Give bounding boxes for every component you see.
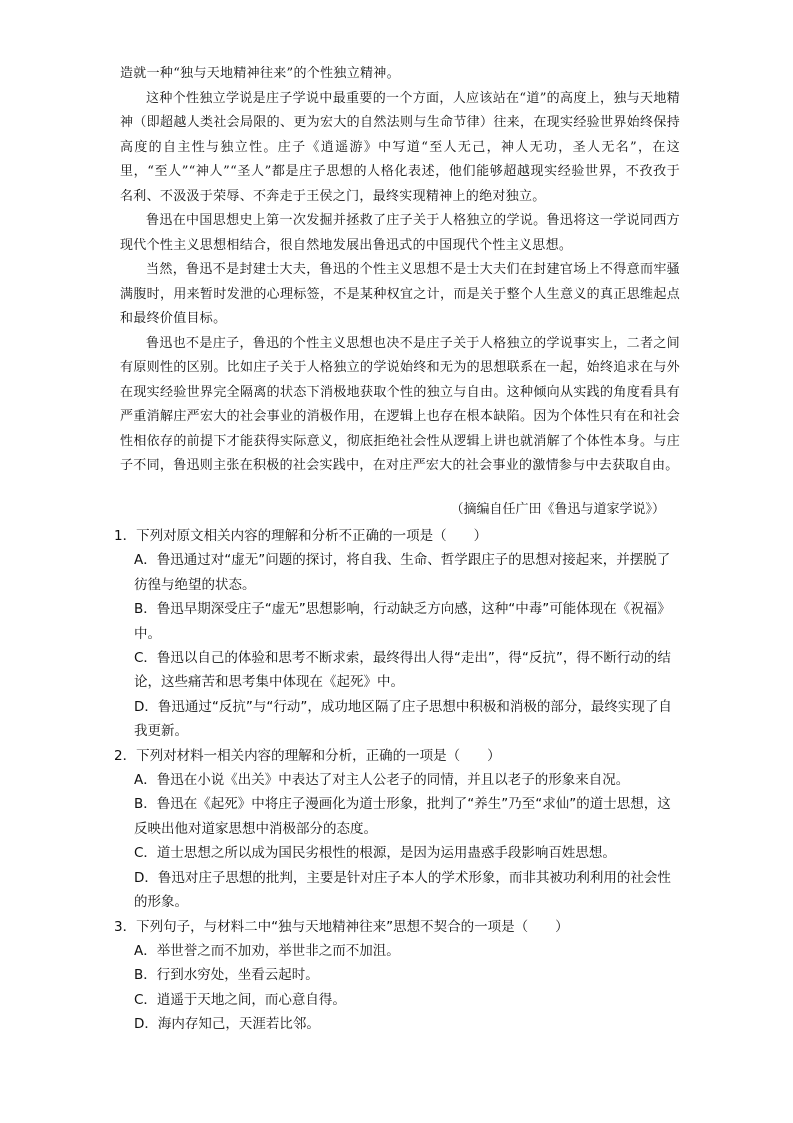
question-2 <box>114 744 674 915</box>
question-1-option-d: D．鲁迅通过“反抗”与“行动”，成功地区隔了庄子思想中积极和消极的部分，最终实现了自我更新。 <box>134 698 672 740</box>
passage-paragraph-5: 鲁迅也不是庄子，鲁迅的个性主义思想也决不是庄子关于人格独立的学说事实上，二者之间有原则性的区别。比如庄子关于人格独立的学说始终和无为的思想联系在一起，始终追求在与外在现实经验世界完全隔离的状态下消极地获取个性的独立与自由。这种倾向从实践的角度看具有严重消解庄严宏大的社会事业的消极作用，在逻辑上也存在根本缺陷。因为个体性只有在和社会性相依存的前提下才能获得实际意义，彻底拒绝社会性从逻辑上讲也就消解了个体性本身。与庄子不同，鲁迅则主张在积极的社会实践中，在对庄严宏大的社会事业的激情参与中去获取自由。 <box>120 335 680 473</box>
question-2-option-d: D．鲁迅对庄子思想的批判，主要是针对庄子本人的学术形象，而非其被功利利用的社会性的形象。 <box>134 869 671 911</box>
passage-paragraph-3: 鲁迅在中国思想史上第一次发掘并拯救了庄子关于人格独立的学说。鲁迅将这一学说同西方现代个性主义思想相结合，很自然地发展出鲁迅式的中国现代个性主义思想。 <box>120 213 680 253</box>
question-1 <box>114 524 674 744</box>
passage-paragraph-4: 当然，鲁迅不是封建士大夫，鲁迅的个性主义思想不是士大夫们在封建官场上不得意而牢骚满腹时，用来暂时发泄的心理标签，不是某种权宜之计，而是关于整个人生意义的真正思维起点和最终价值目标。 <box>120 262 680 326</box>
question-2-stem: 2．下列对材料一相关内容的理解和分析，正确的一项是（ ） <box>114 747 501 764</box>
passage-paragraph-2: 这种个性独立学说是庄子学说中最重要的一个方面，人应该站在“道”的高度上，独与天地精神（即超越人类社会局限的、更为宏大的自然法则与生命节律）往来，在现实经验世界始终保持高度的自主性与独立性。庄子《逍遥游》中写道“至人无己，神人无功，圣人无名”，在这里，“至人”“神人”“圣人”都是庄子思想的人格化表述，他们能够超越现实经验世界，不孜孜于名利、不汲汲于荣辱、不奔走于王侯之门，最终实现精神上的绝对独立。 <box>120 90 680 204</box>
question-1-stem: 1．下列对原文相关内容的理解和分析不正确的一项是（ ） <box>114 528 488 544</box>
question-2-option-b: B．鲁迅在《起死》中将庄子漫画化为道士形象，批判了“养生”乃至“求仙”的道士思想，这反映出他对道家思想中消极部分的态度。 <box>134 796 671 837</box>
question-1-option-a: A．鲁迅通过对“虚无”问题的探讨，将自我、生命、哲学跟庄子的思想对接起来，并摆脱了彷徨与绝望的状态。 <box>134 552 671 593</box>
question-3-stem: 3．下列句子，与材料二中“独与天地精神往来”思想不契合的一项是（ ） <box>114 918 569 935</box>
question-3-option-c: C．逍遥于天地之间，而心意自得。 <box>134 991 346 1008</box>
question-list <box>114 524 674 1037</box>
question-3 <box>114 915 674 1037</box>
reading-passage <box>120 62 680 479</box>
question-1-option-b: B．鲁迅早期深受庄子“虚无”思想影响，行动缺乏方向感，这种“中毒”可能体现在《祝福》中。 <box>134 601 671 642</box>
question-2-option-a: A．鲁迅在小说《出关》中表达了对主人公老子的同情，并且以老子的形象来自况。 <box>134 772 630 789</box>
passage-source: （摘编自任广田《鲁迅与道家学说》） <box>450 502 665 517</box>
question-1-option-c: C．鲁迅以自己的体验和思考不断求索，最终得出人得“走出”，得“反抗”，得不断行动的结论，这些痛苦和思考集中体现在《起死》中。 <box>134 650 671 691</box>
question-3-option-d: D．海内存知己，天涯若比邻。 <box>134 1016 320 1033</box>
question-2-option-c: C．道士思想之所以成为国民劣根性的根源，是因为运用蛊惑手段影响百姓思想。 <box>134 845 616 862</box>
passage-paragraph-1: 造就一种“独与天地精神往来”的个性独立精神。 <box>120 66 400 81</box>
question-3-option-b: B．行到水穷处，坐看云起时。 <box>134 967 319 984</box>
question-3-option-a: A．举世誉之而不加劝，举世非之而不加沮。 <box>134 942 400 959</box>
